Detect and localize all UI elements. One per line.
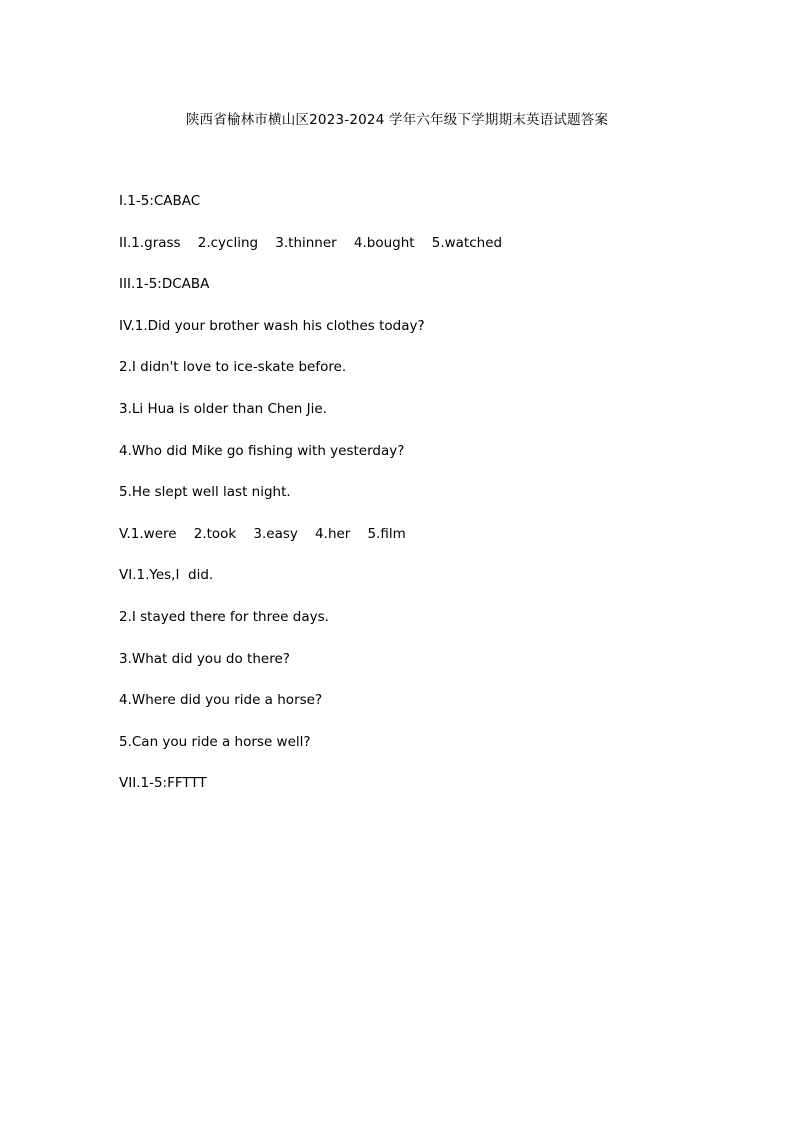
answer-line-section-6-q2: 2.I stayed there for three days. bbox=[119, 608, 329, 625]
answer-line-section-2: II.1.grass 2.cycling 3.thinner 4.bought 5.watched bbox=[119, 234, 503, 251]
answer-line-section-4-q5: 5.He slept well last night. bbox=[119, 484, 291, 501]
answer-line-section-4-q4: 4.Who did Mike go fishing with yesterday? bbox=[119, 442, 405, 459]
answer-list bbox=[119, 192, 719, 816]
answer-line-section-4-q2: 2.I didn't love to ice-skate before. bbox=[119, 359, 347, 376]
answer-line-section-7: VII.1-5:FFTTT bbox=[119, 775, 207, 792]
answer-line-section-6-q3: 3.What did you do there? bbox=[119, 650, 290, 667]
answer-line-section-6-q4: 4.Where did you ride a horse? bbox=[119, 692, 323, 709]
document-title: 陕西省榆林市横山区2023-2024 学年六年级下学期期末英语试题答案 bbox=[185, 112, 609, 128]
answer-line-section-4-q1: IV.1.Did your brother wash his clothes today? bbox=[119, 317, 425, 334]
answer-line-section-6-q5: 5.Can you ride a horse well? bbox=[119, 733, 311, 750]
answer-line-section-4-q3: 3.Li Hua is older than Chen Jie. bbox=[119, 400, 327, 417]
answer-line-section-5: V.1.were 2.took 3.easy 4.her 5.film bbox=[119, 525, 406, 542]
answer-line-section-6-q1: VI.1.Yes,I did. bbox=[119, 567, 214, 584]
answer-line-section-1: I.1-5:CABAC bbox=[119, 193, 201, 209]
answer-line-section-3: III.1-5:DCABA bbox=[119, 276, 210, 293]
